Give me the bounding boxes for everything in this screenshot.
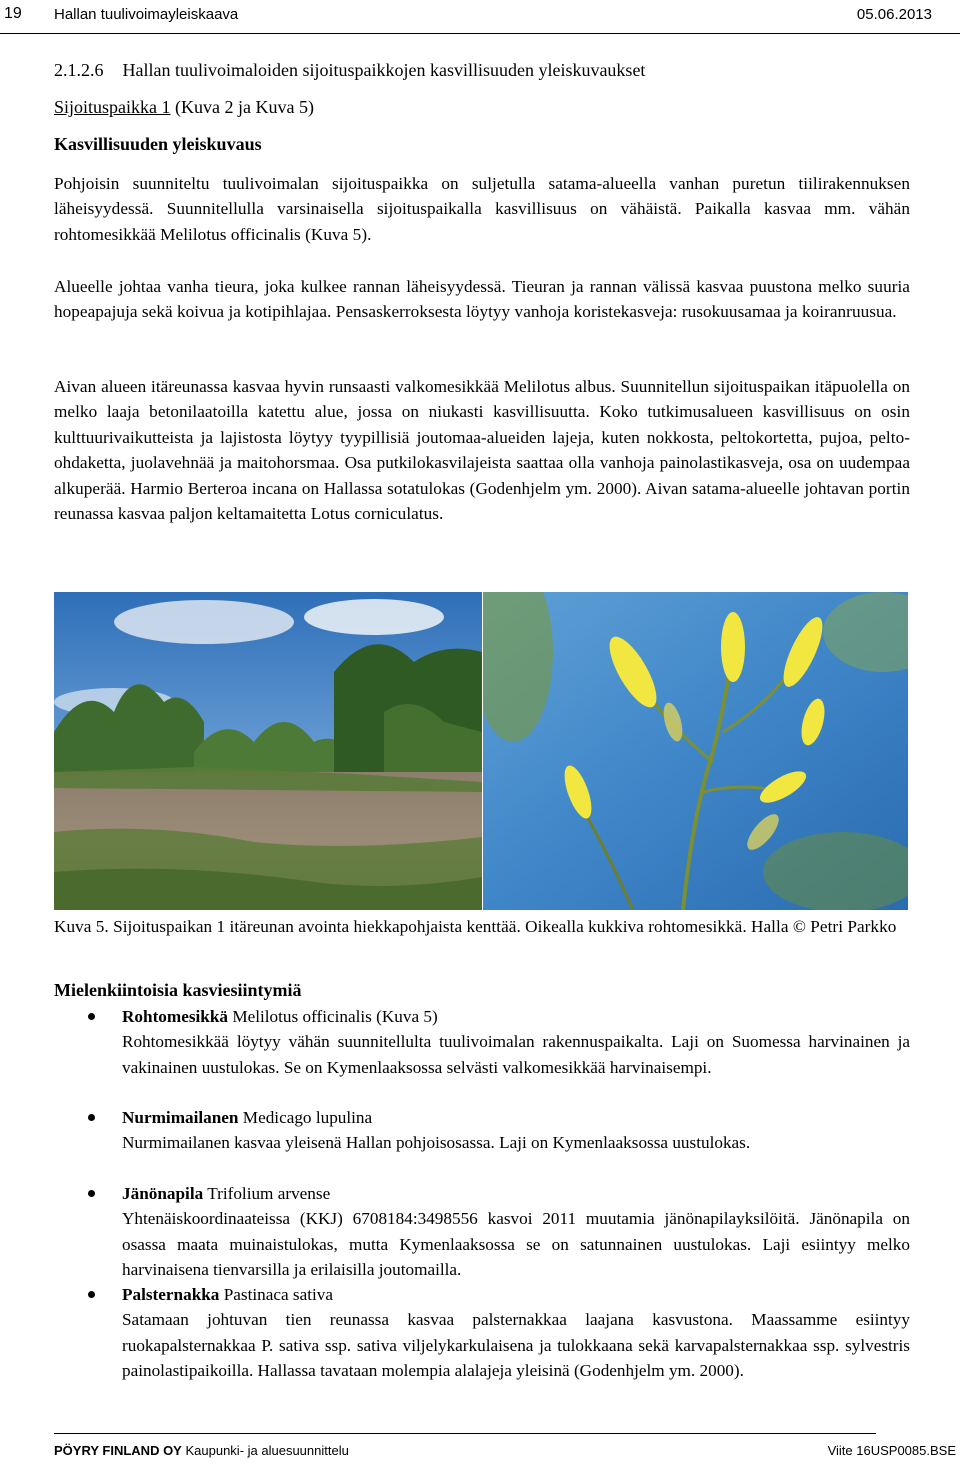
header-rule bbox=[0, 33, 960, 34]
list-item bbox=[122, 1181, 910, 1283]
plant-description: Rohtomesikkää löytyy vähän suunnitellulta tuulivoimalan rakennuspaikalta. Laji on Suomessa harvinainen ja vakinainen uustulokas. Se on Kymenlaaksossa selvästi valkomesikkää harvinaisempi. bbox=[122, 1032, 910, 1077]
photo-melilot-flowers bbox=[483, 592, 908, 910]
plant-latin: Pastinaca sativa bbox=[223, 1285, 333, 1304]
plant-latin: Medicago lupulina bbox=[242, 1108, 373, 1127]
bullet-icon bbox=[88, 1114, 95, 1121]
site-heading bbox=[54, 97, 314, 118]
list-item bbox=[122, 1004, 910, 1080]
plant-name: Nurmimailanen bbox=[122, 1108, 239, 1127]
plant-name: Jänönapila bbox=[122, 1184, 204, 1203]
section-title: Hallan tuulivoimaloiden sijoituspaikkojen kasvillisuuden yleiskuvaukset bbox=[122, 60, 646, 80]
paragraph-3: Aivan alueen itäreunassa kasvaa hyvin runsaasti valkomesikkää Melilotus albus. Suunnitellun sijoituspaikan itäpuolella on melko laaja betonilaatoilla katettu alue, jossa on niukasti kasvillisuutta. Koko tutkimusalueen kasvillisuus on osin kulttuurivaikutteista ja lajistosta löytyy tyypillisiä joutomaa-alueiden lajeja, kuten nokkosta, peltokortetta, pujoa, pelto-ohdaketta, juolavehnää ja maitohorsmaa. Osa putkilokasvilajeista saattaa olla vanhoja painolastikasveja, osa on uudempaa alkuperää. Harmio Berteroa incana on Hallassa sotatulokas (Godenhjelm ym. 2000). Aivan satama-alueelle johtavan portin reunassa kasvaa paljon keltamaitetta Lotus corniculatus. bbox=[54, 377, 910, 524]
subheading-vegetation: Kasvillisuuden yleiskuvaus bbox=[54, 134, 262, 154]
interesting-heading: Mielenkiintoisia kasviesiintymiä bbox=[54, 980, 302, 1000]
list-item bbox=[122, 1105, 910, 1156]
figure-caption: Kuva 5. Sijoituspaikan 1 itäreunan avointa hiekkapohjaista kenttää. Oikealla kukkiva rohtomesikkä. Halla © Petri Parkko bbox=[54, 917, 897, 936]
plant-name: Palsternakka bbox=[122, 1285, 220, 1304]
paragraph-1: Pohjoisin suunniteltu tuulivoimalan sijoituspaikka on suljetulla satama-alueella vanhan puretun tiilirakennuksen läheisyydessä. Suunnitellulla varsinaisella sijoituspaikalla kasvillisuus on vähäistä. Paikalla kasvaa mm. vähän rohtomesikkää Melilotus officinalis (Kuva 5). bbox=[54, 174, 910, 244]
site-reference: (Kuva 2 ja Kuva 5) bbox=[175, 97, 314, 117]
footer-rule bbox=[54, 1433, 876, 1434]
bullet-icon bbox=[88, 1013, 95, 1020]
footer-reference: Viite 16USP0085.BSE bbox=[827, 1443, 956, 1458]
plant-latin: Melilotus officinalis (Kuva 5) bbox=[232, 1007, 438, 1026]
paragraph-2: Alueelle johtaa vanha tieura, joka kulkee rannan läheisyydessä. Tieuran ja rannan välissä kasvaa puustona melko suuria hopeapajuja sekä koivua ja kotipihlajaa. Pensaskerroksesta löytyy vanhoja koristekasveja: rusokuusamaa ja koiranruusua. bbox=[54, 277, 910, 322]
document-date: 05.06.2013 bbox=[856, 6, 932, 23]
section-heading bbox=[54, 60, 645, 81]
document-title: Hallan tuulivoimayleiskaava bbox=[54, 6, 239, 23]
plant-description: Nurmimailanen kasvaa yleisenä Hallan pohjoisosassa. Laji on Kymenlaaksossa uustulokas. bbox=[122, 1133, 751, 1153]
photo-sandy-field bbox=[54, 592, 482, 910]
site-label: Sijoituspaikka 1 bbox=[54, 97, 171, 117]
list-item bbox=[122, 1282, 910, 1384]
bullet-icon bbox=[88, 1190, 95, 1197]
section-number: 2.1.2.6 bbox=[54, 60, 104, 80]
plant-latin: Trifolium arvense bbox=[207, 1184, 331, 1203]
plant-name: Rohtomesikkä bbox=[122, 1007, 229, 1026]
footer-company: PÖYRY FINLAND OY bbox=[54, 1443, 182, 1458]
footer-left bbox=[54, 1443, 349, 1458]
page-number: 19 bbox=[4, 5, 22, 22]
plant-description: Yhtenäiskoordinaateissa (KKJ) 6708184:3498556 kasvoi 2011 muutamia jänönapilayksilöitä. Jänönapila on osassa maata muinaistulokas, mutta Kymenlaaksossa se on satunnainen uustulokas. Laji esiintyy melko harvinaisena tienvarsilla ja erilaisilla joutomailla. bbox=[122, 1209, 910, 1280]
bullet-icon bbox=[88, 1291, 95, 1298]
plant-description: Satamaan johtuvan tien reunassa kasvaa palsternakkaa laajana kasvustona. Maassamme esiintyy ruokapalsternakkaa P. sativa ssp. sativa viljelykarkulaisena ja tulokkaana sekä karvapalsternakkaa ssp. sylvestris painolastipaikoilla. Hallassa tavataan molempia alalajeja yleisinä (Godenhjelm ym. 2000). bbox=[122, 1310, 910, 1381]
footer-unit: Kaupunki- ja aluesuunnittelu bbox=[185, 1443, 349, 1458]
